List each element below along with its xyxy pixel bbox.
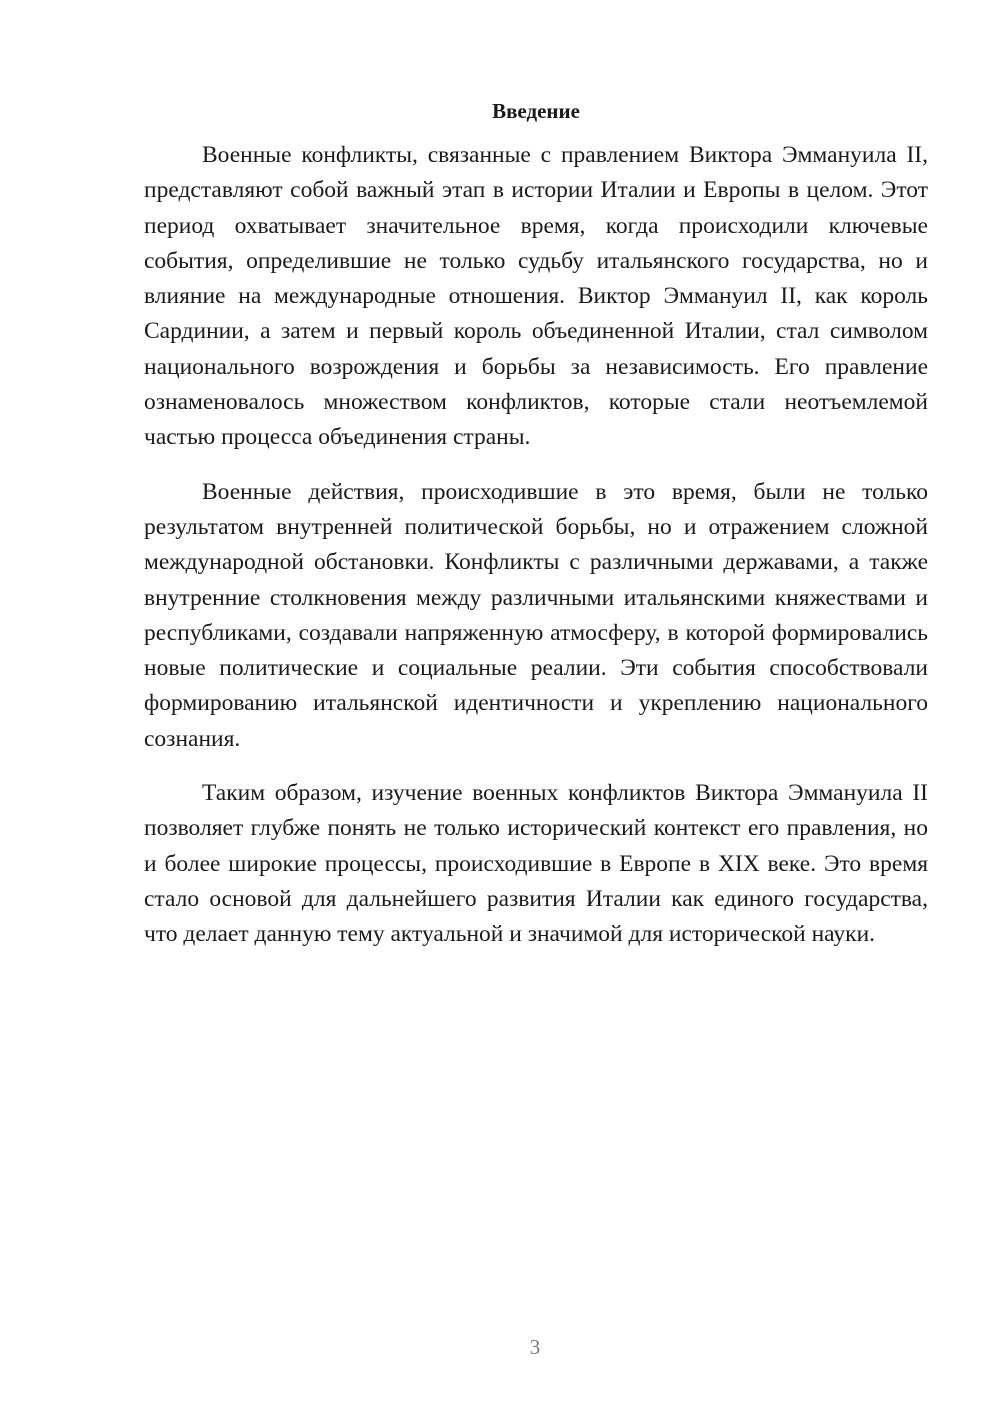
paragraph-2: Военные действия, происходившие в это время, были не только результатом внутренней политической борьбы, но и отражением сложной международной обстановки. Конфликты с различными державами, а также внутренние столкновения между различными итальянскими княжествами и республиками, создавали напряженную атмосферу, в которой формировались новые политические и социальные реалии. Эти события способствовали формированию итальянской идентичности и укреплению национального сознания. xyxy=(144,478,928,752)
paragraph-3: Таким образом, изучение военных конфликтов Виктора Эммануила II позволяет глубже понять не только исторический контекст его правления, но и более широкие процессы, происходившие в Европе в XIX веке. Это время стало основой для дальнейшего развития Италии как единого государства, что делает данную тему актуальной и значимой для исторической науки. xyxy=(144,780,928,948)
paragraph-1: Военные конфликты, связанные с правлением Виктора Эммануила II, представляют собой важный этап в истории Италии и Европы в целом. Этот период охватывает значительное время, когда происходили ключевые события, определившие не только судьбу итальянского государства, но и влияние на международные отношения. Виктор Эммануил II, как король Сардинии, а затем и первый король объединенной Италии, стал символом национального возрождения и борьбы за независимость. Его правление ознаменовалось множеством конфликтов, которые стали неотъемлемой частью процесса объединения страны. xyxy=(144,142,928,451)
page-content xyxy=(144,96,928,972)
page-number: 3 xyxy=(529,1335,541,1359)
page-title: Введение xyxy=(492,99,580,123)
